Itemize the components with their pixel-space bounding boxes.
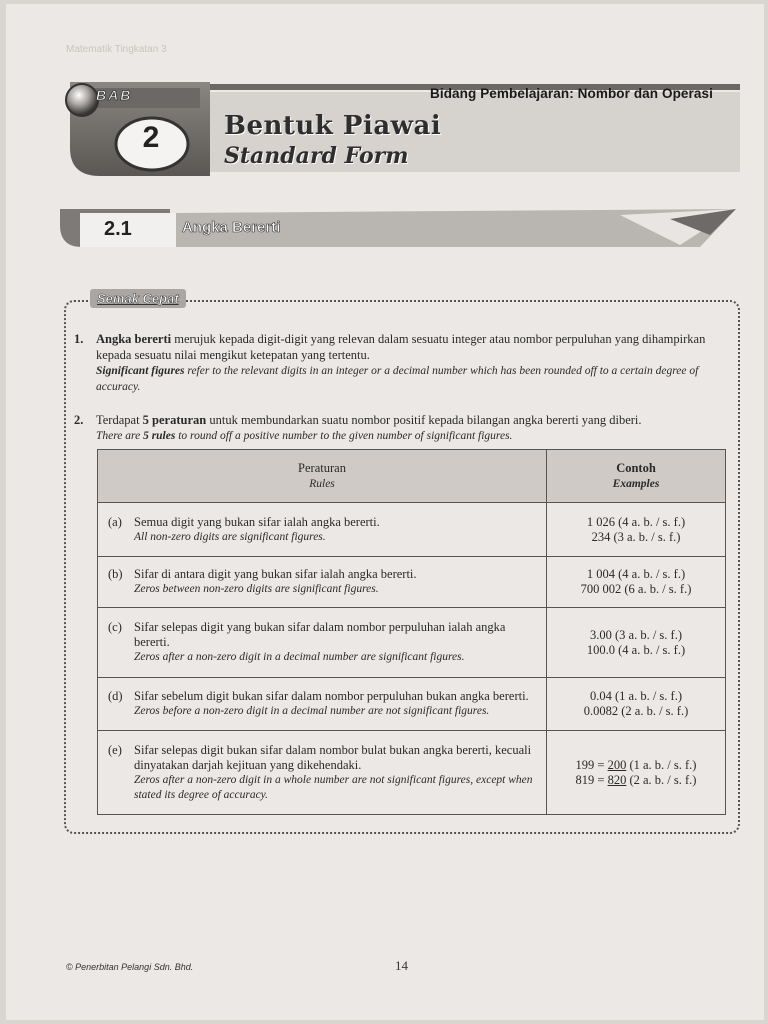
example-cell — [547, 557, 726, 608]
item-text: merujuk kepada digit-digit yang relevan dalam sesuatu integer atau nombor perpuluhan yang dihampirkan kepada sesuatu nilai mengikut ketepatan yang tertentu. — [96, 332, 706, 362]
header-label-english: Rules — [309, 478, 335, 490]
page-number: 14 — [395, 958, 408, 973]
example-value: 0.04 (1 a. b. / s. f.) — [590, 689, 682, 703]
example-value: 700 002 (6 a. b. / s. f.) — [580, 582, 692, 596]
rule-label: (b) — [108, 567, 123, 581]
column-header-rules — [98, 450, 547, 503]
rounded-value: 200 — [607, 757, 627, 772]
section-banner-graphic — [60, 205, 740, 249]
section-header-banner — [60, 205, 740, 254]
header-label-english: Examples — [612, 478, 660, 490]
example-part: 819 = — [575, 772, 608, 787]
keyword: 5 peraturan — [142, 413, 207, 427]
table-header-row — [98, 450, 726, 503]
example-value: 1 004 (4 a. b. / s. f.) — [586, 567, 686, 581]
quick-review-tab: Semak Cepat — [90, 289, 186, 308]
chapter-title-english: Standard Form — [224, 143, 409, 169]
item-text-malay — [96, 331, 736, 363]
rule-text-english: Zeros after a non-zero digit in a whole number are not significant figures, except when stated its degree of accuracy. — [134, 773, 533, 801]
table-row — [98, 503, 726, 557]
item-number: 1. — [74, 332, 84, 346]
keyword-english: Significant figures — [96, 365, 185, 377]
rule-text: Sifar selepas digit yang bukan sifar dalam nombor perpuluhan ialah angka bererti. — [134, 620, 506, 649]
learning-area: Bidang Pembelajaran: Nombor dan Operasi — [430, 86, 713, 101]
chapter-title-malay: Bentuk Piawai — [224, 111, 442, 141]
publisher-credit: © Penerbitan Pelangi Sdn. Bhd. — [66, 962, 194, 972]
rule-text: Sifar sebelum digit bukan sifar dalam nombor perpuluhan bukan angka bererti. — [134, 689, 529, 703]
example-part: (1 a. b. / s. f.) — [626, 757, 697, 772]
keyword-english: 5 rules — [143, 430, 176, 442]
example-value: 3.00 (3 a. b. / s. f.) — [590, 627, 682, 642]
rule-text-english: Zeros before a non-zero digit in a decimal number are not significant figures. — [134, 705, 490, 717]
keyword: Angka bererti — [96, 332, 172, 346]
rule-cell — [98, 608, 547, 678]
rule-label: (d) — [108, 689, 123, 703]
example-value: 100.0 (4 a. b. / s. f.) — [586, 642, 686, 657]
table-row — [98, 731, 726, 815]
example-cell — [547, 608, 726, 678]
rounded-value: 820 — [607, 772, 627, 787]
example-cell — [547, 678, 726, 731]
table-row — [98, 608, 726, 678]
rule-text-english: Zeros after a non-zero digit in a decimal number are significant figures. — [134, 651, 465, 663]
table-row — [98, 557, 726, 608]
rule-cell — [98, 678, 547, 731]
chapter-number: 2 — [142, 121, 160, 154]
rule-text-english: All non-zero digits are significant figures. — [134, 530, 326, 543]
table-row — [98, 678, 726, 731]
example-cell — [547, 503, 726, 557]
header-label: Peraturan — [298, 461, 346, 475]
example-cell — [547, 731, 726, 815]
column-header-examples — [547, 450, 726, 503]
running-head: Matematik Tingkatan 3 — [66, 44, 167, 55]
rule-text: Semua digit yang bukan sifar ialah angka bererti. — [134, 514, 380, 529]
item-number: 2. — [74, 413, 84, 427]
rule-label: (e) — [108, 742, 122, 757]
item-text-english — [96, 363, 736, 395]
rule-label: (c) — [108, 620, 122, 634]
item-text: refer to the relevant digits in an integer or a decimal number which has been rounded off to a certain degree of accuracy. — [96, 365, 699, 393]
rule-cell — [98, 557, 547, 608]
example-value — [551, 773, 721, 788]
item-text: Terdapat — [96, 413, 143, 427]
header-label: Contoh — [616, 461, 656, 475]
example-value — [551, 758, 721, 773]
rounding-rules-table — [97, 449, 726, 815]
rule-cell — [98, 503, 547, 557]
item-text: untuk membundarkan suatu nombor positif kepada bilangan angka bererti yang diberi. — [206, 413, 642, 427]
rule-cell — [98, 731, 547, 815]
item-text: to round off a positive number to the given number of significant figures. — [175, 430, 513, 442]
rule-text: Sifar selepas digit bukan sifar dalam nombor bulat bukan angka bererti, kecuali dinyatakan darjah kejituan yang dikehendaki. — [134, 742, 532, 772]
item-text: There are — [96, 430, 144, 442]
example-value: 0.0082 (2 a. b. / s. f.) — [583, 704, 689, 718]
rule-label: (a) — [108, 514, 122, 529]
chapter-label: BAB — [96, 87, 133, 103]
rule-text: Sifar di antara digit yang bukan sifar ialah angka bererti. — [134, 567, 417, 581]
section-title: Angka Bererti — [182, 219, 281, 236]
item-text-english — [96, 428, 736, 444]
example-part: (2 a. b. / s. f.) — [626, 772, 697, 787]
example-part: 199 = — [575, 757, 608, 772]
example-value: 234 (3 a. b. / s. f.) — [591, 529, 681, 544]
section-number: 2.1 — [104, 218, 132, 240]
item-text-malay — [96, 412, 736, 428]
example-value: 1 026 (4 a. b. / s. f.) — [586, 514, 686, 529]
rule-text-english: Zeros between non-zero digits are significant figures. — [134, 583, 379, 595]
